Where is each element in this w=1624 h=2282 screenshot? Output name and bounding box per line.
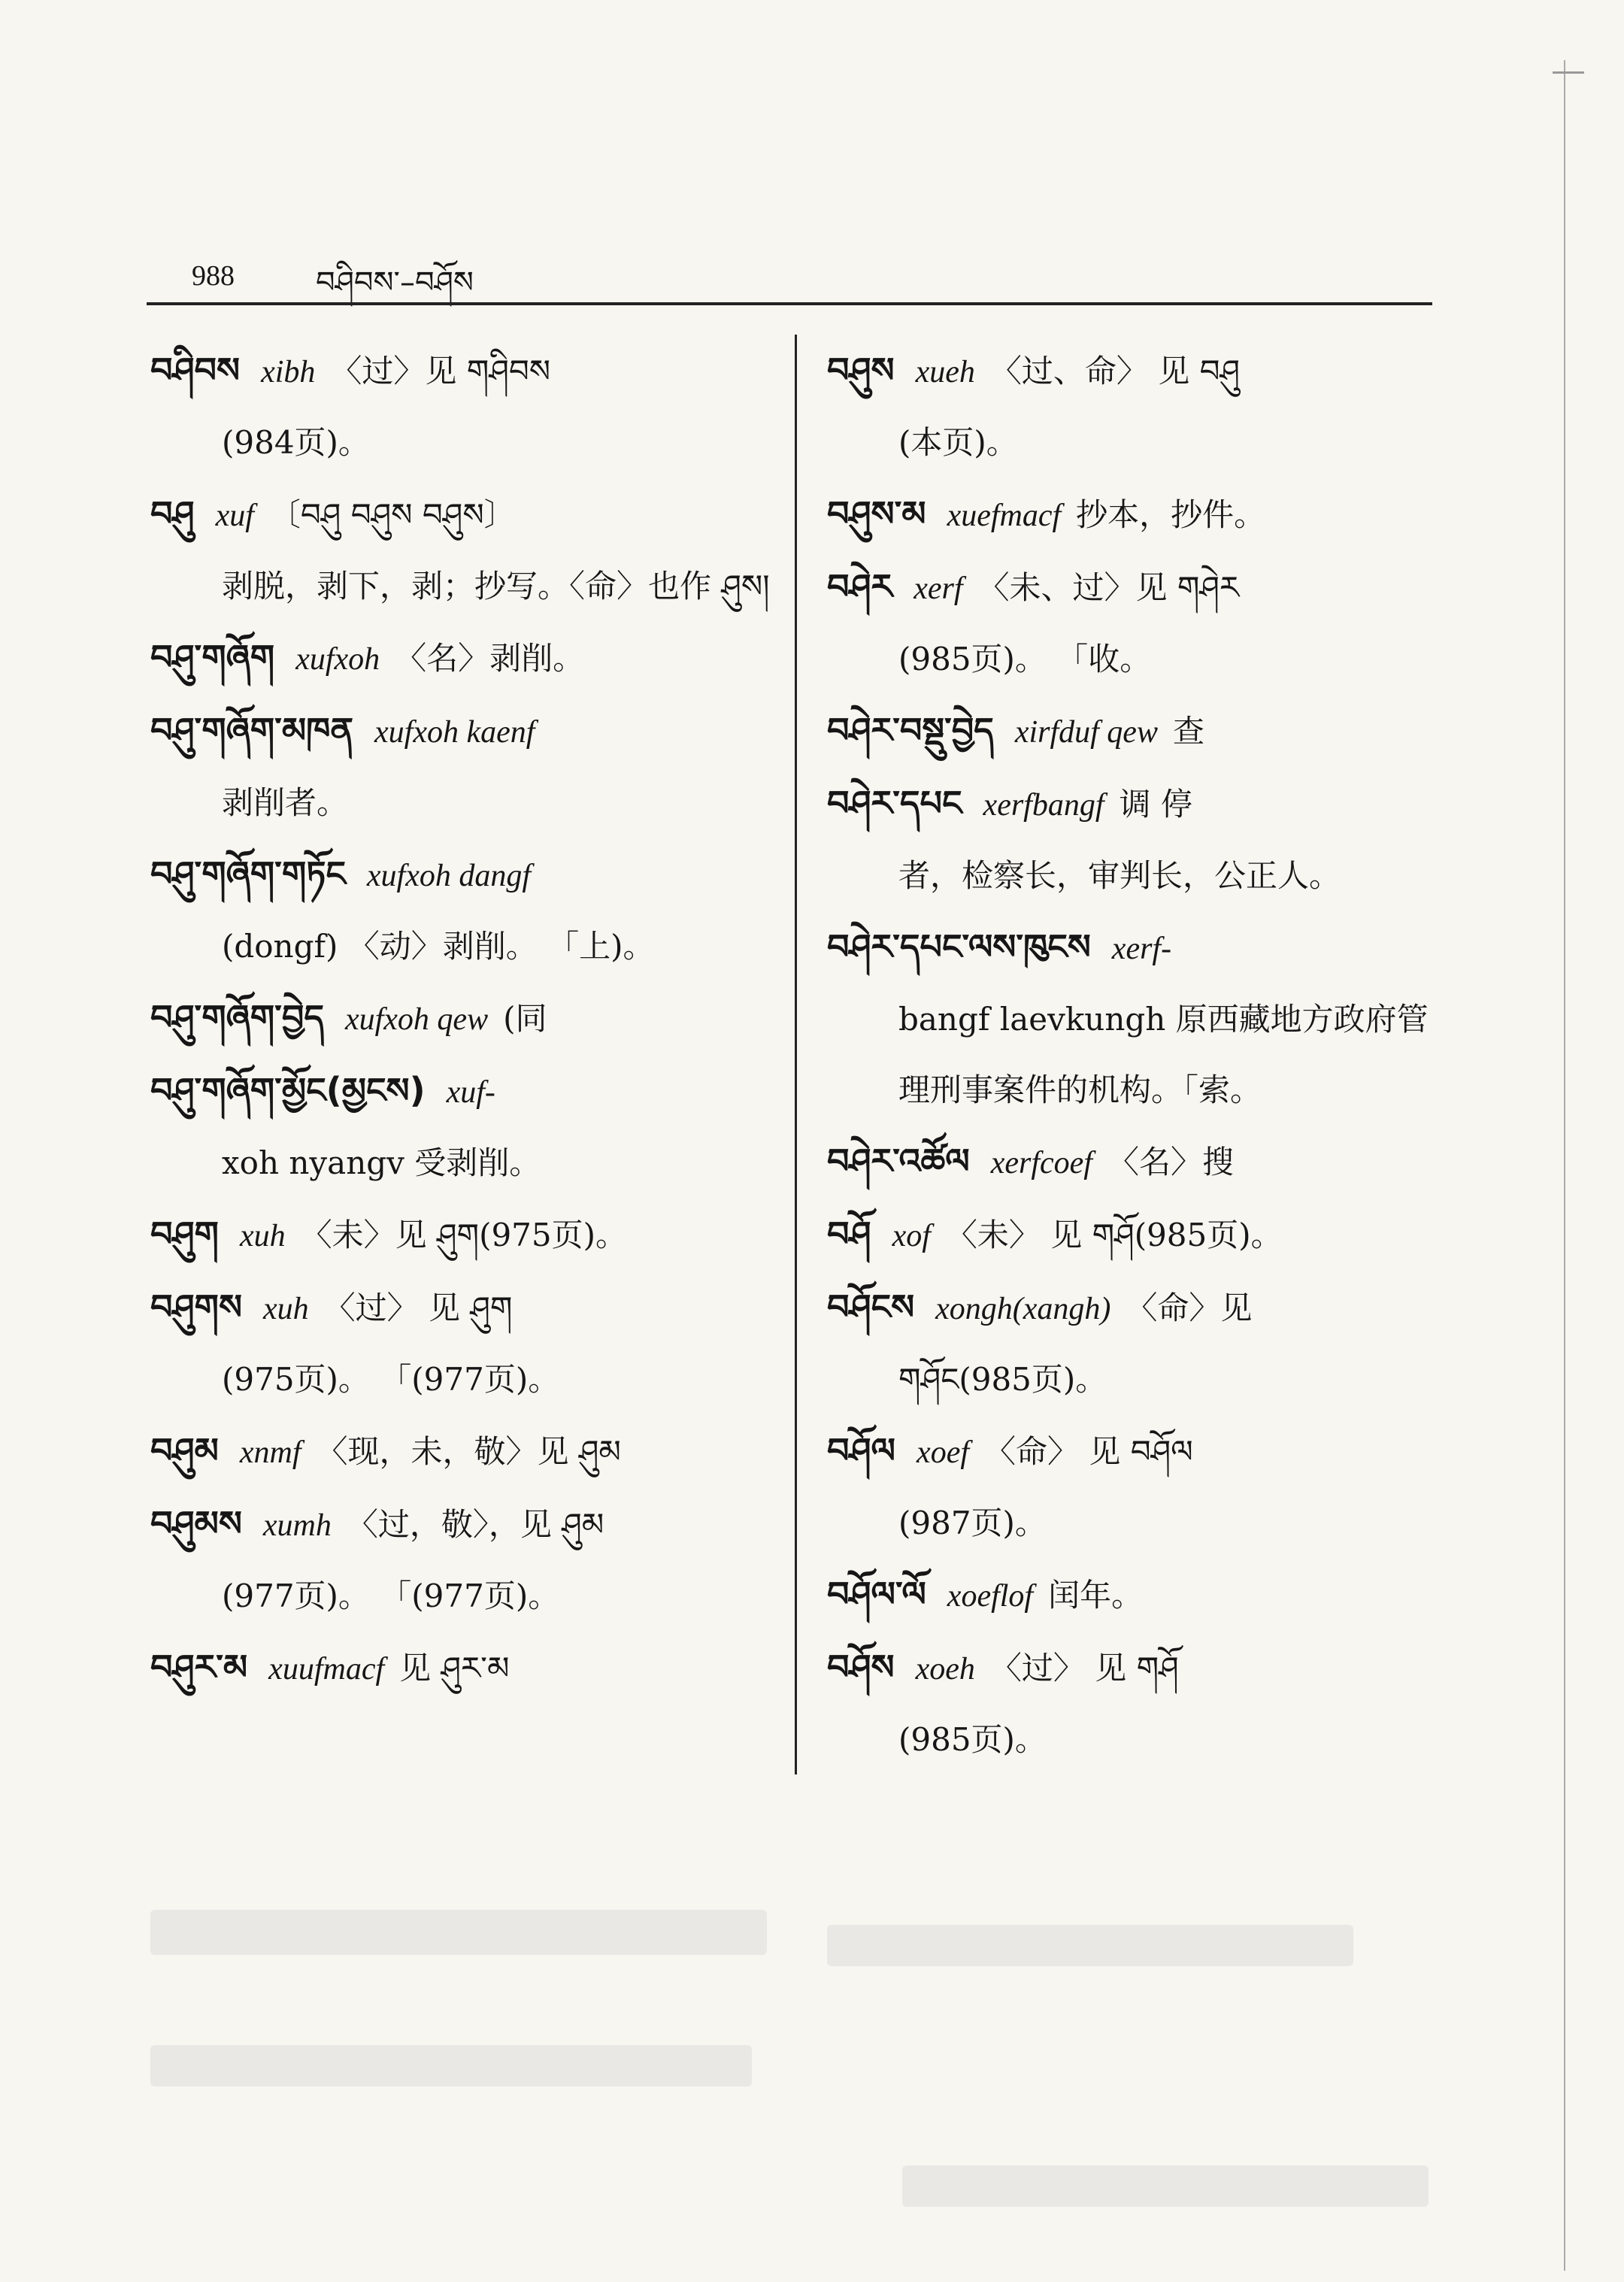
entry-continuation: (本页)。 bbox=[898, 424, 1018, 461]
entry-gloss: 〈过〉 见 ཤུག bbox=[323, 1289, 513, 1326]
entry-gloss: 〈过，敬〉，见 ཤུམ bbox=[346, 1506, 604, 1543]
entry-romanization: xufxoh dangf bbox=[366, 859, 532, 893]
dictionary-entry bbox=[150, 478, 774, 622]
entry-headword: བཤུགས bbox=[150, 1286, 242, 1327]
entry-headword: བཤུམ bbox=[150, 1430, 219, 1471]
entry-continuation: (977页)。 「(977页)。 bbox=[222, 1577, 560, 1614]
running-head: བཤིབས་–བཤོས bbox=[316, 265, 474, 300]
entry-romanization: xuefmacf bbox=[947, 499, 1062, 533]
entry-gloss: 闰年。 bbox=[1048, 1577, 1144, 1614]
dictionary-entry bbox=[827, 551, 1444, 695]
dictionary-entry bbox=[827, 1271, 1444, 1415]
entry-romanization: xerfcoef bbox=[990, 1146, 1092, 1180]
scan-smudge bbox=[150, 2045, 752, 2087]
entry-continuation: (dongf) 〈动〉剥削。 「上)。 bbox=[222, 928, 655, 965]
entry-romanization: xuh bbox=[239, 1219, 286, 1253]
entry-continuation: xoh nyangv 受剥削。 bbox=[222, 1144, 541, 1181]
entry-romanization: xnmf bbox=[239, 1435, 301, 1470]
entry-continuation: (975页)。 「(977页)。 bbox=[222, 1361, 560, 1398]
entry-romanization: xufxoh kaenf bbox=[374, 715, 535, 750]
entry-gloss: (同 bbox=[503, 1000, 547, 1037]
scan-smudge bbox=[150, 1910, 767, 1955]
entry-romanization: xof bbox=[892, 1219, 931, 1253]
scan-smudge bbox=[827, 1925, 1353, 1966]
entry-romanization: xoef bbox=[917, 1435, 969, 1470]
entry-headword: བཤུ་གཞོག་མྱོང(མྱངས) bbox=[150, 1070, 426, 1111]
entry-headword: བཤུ་གཞོག་མཁན bbox=[150, 710, 354, 750]
entry-headword: བཤུས་མ bbox=[827, 493, 926, 534]
entry-gloss: 〈未、过〉见 གཤེར bbox=[977, 569, 1240, 606]
entry-gloss: 〈命〉 见 བཤོལ bbox=[984, 1433, 1193, 1470]
entry-headword: བཤོ bbox=[827, 1214, 871, 1254]
entry-headword: བཤེར་འཚོལ bbox=[827, 1141, 970, 1181]
dictionary-entry bbox=[150, 838, 774, 982]
entry-headword: བཤུ bbox=[150, 493, 195, 534]
entry-romanization: xerfbangf bbox=[983, 788, 1104, 823]
entry-headword: བཤོལ bbox=[827, 1430, 896, 1471]
entry-continuation: གཤོང(985页)。 bbox=[898, 1361, 1107, 1398]
entry-romanization: xuf- bbox=[446, 1075, 495, 1110]
entry-continuation: (985页)。 「收。 bbox=[898, 641, 1152, 677]
entry-headword: བཤུ་གཞོག་གཏོང bbox=[150, 853, 346, 894]
entry-romanization: xueh bbox=[915, 355, 975, 389]
entry-headword: བཤུ་གཞོག་བྱེད bbox=[150, 997, 324, 1038]
entry-headword: བཤུས bbox=[827, 350, 895, 390]
entry-gloss: 〈名〉搜 bbox=[1107, 1144, 1234, 1180]
entry-romanization: xibh bbox=[261, 355, 316, 389]
dictionary-entry bbox=[827, 1199, 1444, 1271]
entry-romanization: xirfduf qew bbox=[1014, 715, 1158, 750]
entry-gloss: 〈命〉见 bbox=[1126, 1289, 1253, 1326]
entry-romanization: xumh bbox=[262, 1508, 332, 1543]
entry-headword: བཤུག bbox=[150, 1214, 219, 1254]
entry-headword: བཤུམས bbox=[150, 1503, 242, 1544]
dictionary-entry bbox=[827, 1126, 1444, 1199]
entry-headword: བཤེར་དཔང bbox=[827, 783, 962, 823]
entry-headword: བཤེར་དཔང་ལས་ཁུངས bbox=[827, 926, 1091, 967]
entry-continuation: 者，检察长，审判长，公正人。 bbox=[898, 857, 1341, 894]
right-column bbox=[827, 335, 1444, 1775]
entry-gloss: 查 bbox=[1172, 713, 1204, 750]
entry-romanization: xufxoh qew bbox=[344, 1002, 489, 1037]
page-edge-tick bbox=[1553, 71, 1584, 74]
entry-romanization: xerf bbox=[914, 571, 963, 606]
entry-romanization: xerf- bbox=[1111, 932, 1172, 966]
entry-romanization: xoeh bbox=[915, 1652, 975, 1686]
entry-headword: བཤིབས bbox=[150, 350, 241, 390]
dictionary-entry bbox=[150, 622, 774, 695]
dictionary-entry bbox=[827, 695, 1444, 768]
entry-headword: བཤེར་བསྡུ་བྱེད bbox=[827, 710, 994, 750]
entry-continuation: (985页)。 bbox=[898, 1721, 1047, 1758]
entry-gloss: 见 ཤུར་མ bbox=[399, 1650, 510, 1686]
entry-continuation: 剥脱，剥下，剥；抄写。〈命〉也作 ཤུས། bbox=[222, 568, 770, 605]
dictionary-entry bbox=[827, 768, 1444, 911]
dictionary-entry bbox=[827, 478, 1444, 551]
entry-gloss: 〈过〉见 གཤིབས bbox=[330, 353, 551, 389]
entry-romanization: xongh(xangh) bbox=[935, 1292, 1111, 1326]
dictionary-entry bbox=[827, 335, 1444, 478]
entry-continuation: bangf laevkungh 原西藏地方政府管理刑事案件的机构。「索。 bbox=[898, 1001, 1429, 1108]
entry-gloss: 〈过〉 见 གཤོ bbox=[989, 1650, 1179, 1686]
entry-headword: བཤུ་གཞོག bbox=[150, 637, 275, 677]
scan-smudge bbox=[902, 2165, 1429, 2207]
dictionary-entry bbox=[150, 1415, 774, 1488]
dictionary-entry bbox=[827, 1415, 1444, 1559]
dictionary-entry bbox=[827, 1559, 1444, 1632]
entry-headword: བཤེར bbox=[827, 566, 893, 607]
entry-gloss: 〈现，未，敬〉见 ཤུམ bbox=[316, 1433, 621, 1470]
entry-continuation: (987页)。 bbox=[898, 1505, 1047, 1541]
dictionary-entry bbox=[827, 911, 1444, 1126]
dictionary-entry bbox=[150, 1199, 774, 1271]
entry-gloss: 〈未〉见 ཤུག(975页)。 bbox=[300, 1217, 628, 1253]
entry-continuation: 剥削者。 bbox=[222, 784, 349, 821]
entry-gloss: 〔བཤུ བཤུས བཤུས〕 bbox=[268, 496, 516, 533]
entry-headword: བཤུར་མ bbox=[150, 1647, 248, 1687]
entry-romanization: xufxoh bbox=[295, 642, 380, 677]
entry-headword: བཤོལ་ལོ bbox=[827, 1574, 926, 1614]
dictionary-entry bbox=[827, 1632, 1444, 1775]
page-number: 988 bbox=[192, 260, 235, 292]
page-edge-line bbox=[1564, 60, 1565, 2271]
dictionary-entry bbox=[150, 1055, 774, 1199]
column-divider bbox=[795, 335, 797, 1774]
dictionary-entry bbox=[150, 1271, 774, 1415]
dictionary-entry bbox=[150, 982, 774, 1055]
entry-romanization: xuufmacf bbox=[268, 1652, 385, 1686]
entry-gloss: 〈过、命〉 见 བཤུ bbox=[989, 353, 1241, 389]
entry-gloss: 抄本，抄件。 bbox=[1076, 496, 1266, 533]
entry-gloss: 〈未〉 见 གཤོ(985页)。 bbox=[945, 1217, 1283, 1253]
dictionary-entry bbox=[150, 695, 774, 838]
left-column bbox=[150, 335, 774, 1705]
header-rule bbox=[147, 302, 1432, 305]
dictionary-entry bbox=[150, 1488, 774, 1632]
entry-romanization: xuf bbox=[215, 499, 254, 533]
dictionary-entry bbox=[150, 335, 774, 478]
dictionary-entry bbox=[150, 1632, 774, 1705]
entry-romanization: xoeflof bbox=[947, 1579, 1034, 1614]
entry-gloss: 〈名〉剥削。 bbox=[395, 640, 585, 677]
entry-continuation: (984页)。 bbox=[222, 424, 370, 461]
entry-romanization: xuh bbox=[263, 1292, 309, 1326]
entry-headword: བཤོངས bbox=[827, 1286, 915, 1327]
entry-headword: བཤོས bbox=[827, 1647, 895, 1687]
entry-gloss: 调 停 bbox=[1119, 786, 1192, 823]
